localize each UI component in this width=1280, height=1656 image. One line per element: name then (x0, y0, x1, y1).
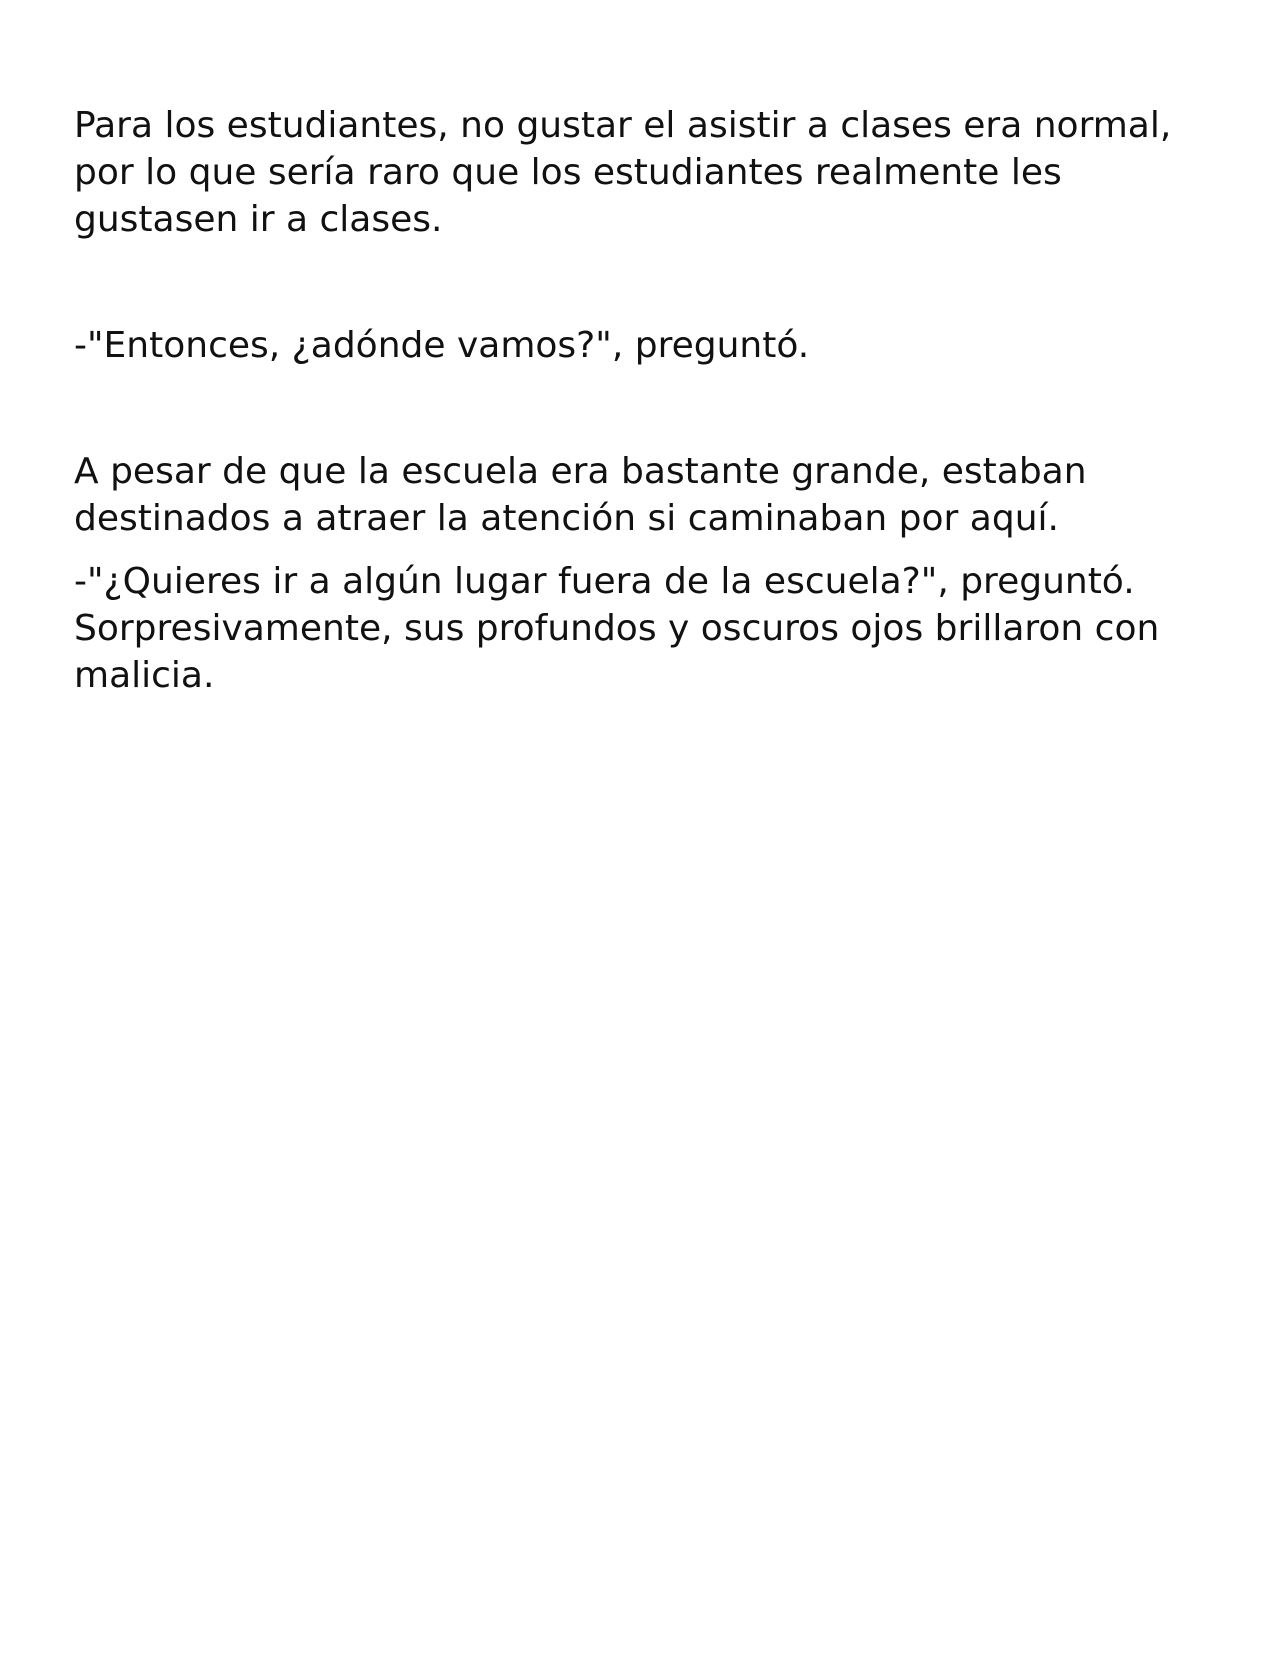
paragraph-spacer (74, 369, 1214, 448)
paragraph-2: -"Entonces, ¿adónde vamos?", preguntó. (74, 325, 810, 366)
paragraph-3: A pesar de que la escuela era bastante grande, estaban destinados a atraer la atención si caminaban por aquí. (74, 451, 1087, 539)
paragraph-1: Para los estudiantes, no gustar el asistir a clases era normal, por lo que sería raro que los estudiantes realmente les gustasen ir a clases. (74, 105, 1172, 240)
paragraph-spacer (74, 243, 1214, 322)
paragraph-spacer (74, 542, 1214, 558)
paragraph-4: -"¿Quieres ir a algún lugar fuera de la escuela?", preguntó. Sorpresivamente, sus profundos y oscuros ojos brillaron con malicia. (74, 561, 1160, 696)
document-body (74, 102, 1214, 699)
